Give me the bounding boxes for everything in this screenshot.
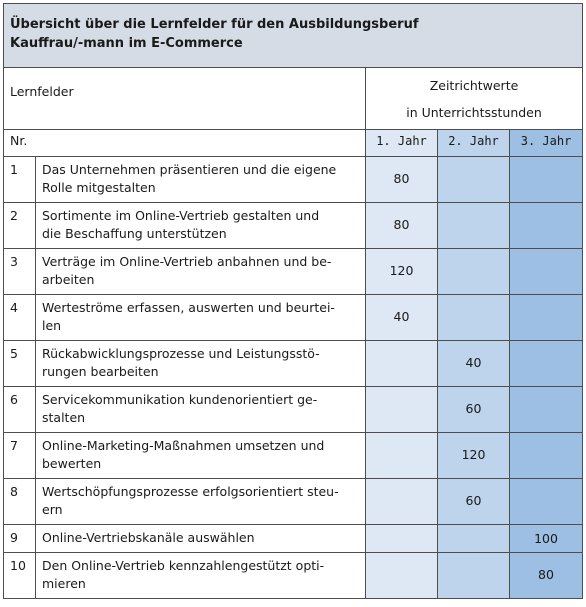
year-3-hours [510, 479, 583, 525]
lernfeld-name-line-1: Rückabwicklungsprozesse und Leistungsstö- [42, 346, 320, 361]
lernfeld-number: 9 [4, 525, 36, 553]
lernfeld-name-line-1: Werteströme erfassen, auswerten und beurtei- [42, 300, 335, 315]
table-title [4, 4, 583, 68]
lernfeld-name [36, 387, 366, 433]
table-row [4, 387, 583, 433]
lernfeld-name [36, 341, 366, 387]
year-2-hours [438, 525, 510, 553]
year-3-header: 3. Jahr [510, 130, 583, 157]
lernfeld-name-line-2: stalten [42, 410, 86, 425]
year-1-hours [366, 341, 438, 387]
lernfeld-name-line-2: ern [42, 502, 63, 517]
year-2-hours: 60 [438, 479, 510, 525]
lernfeld-number: 8 [4, 479, 36, 525]
year-1-hours: 80 [366, 157, 438, 203]
year-3-hours [510, 203, 583, 249]
lernfeld-name [36, 203, 366, 249]
lernfeld-name-line-1: Verträge im Online-Vertrieb anbahnen und be- [42, 254, 332, 269]
lernfeld-name [36, 295, 366, 341]
year-3-hours [510, 341, 583, 387]
year-1-hours: 40 [366, 295, 438, 341]
lernfeld-name-line-2: mieren [42, 576, 86, 591]
lernfeld-name [36, 553, 366, 599]
lernfeld-name-line-2: rungen bearbeiten [42, 364, 159, 379]
lernfeld-name-line-1: Den Online-Vertrieb kennzahlengestützt opti- [42, 558, 325, 573]
lernfeld-number: 10 [4, 553, 36, 599]
lernfeld-name-line-1: Online-Vertriebskanäle auswählen [42, 530, 255, 545]
nr-header: Nr. [4, 130, 366, 157]
year-2-hours: 60 [438, 387, 510, 433]
year-3-hours [510, 295, 583, 341]
lernfeld-number: 1 [4, 157, 36, 203]
lernfeld-name-line-1: Sortimente im Online-Vertrieb gestalten und [42, 208, 320, 223]
table-row [4, 433, 583, 479]
year-3-hours [510, 157, 583, 203]
year-1-hours [366, 387, 438, 433]
lernfelder-table [3, 3, 583, 599]
lernfeld-name [36, 157, 366, 203]
lernfeld-name-line-2: arbeiten [42, 272, 95, 287]
year-2-hours [438, 203, 510, 249]
zeitrichtwerte-line-1: Zeitrichtwerte [429, 78, 519, 93]
year-2-hours: 40 [438, 341, 510, 387]
lernfeld-number: 2 [4, 203, 36, 249]
lernfeld-name-line-2: Rolle mitgestalten [42, 180, 156, 195]
year-3-hours [510, 249, 583, 295]
lernfelder-header: Lernfelder [4, 68, 366, 130]
table-row [4, 157, 583, 203]
lernfeld-number: 7 [4, 433, 36, 479]
table-row [4, 295, 583, 341]
year-2-hours: 120 [438, 433, 510, 479]
year-1-hours [366, 479, 438, 525]
lernfeld-number: 6 [4, 387, 36, 433]
lernfeld-number: 3 [4, 249, 36, 295]
lernfeld-number: 5 [4, 341, 36, 387]
lernfeld-name-line-1: Wertschöpfungsprozesse erfolgsorientiert steu- [42, 484, 339, 499]
lernfeld-name-line-2: len [42, 318, 62, 333]
table-row [4, 249, 583, 295]
year-2-header: 2. Jahr [438, 130, 510, 157]
lernfeld-name-line-1: Online-Marketing-Maßnahmen umsetzen und [42, 438, 325, 453]
table-row [4, 479, 583, 525]
year-3-hours: 80 [510, 553, 583, 599]
year-1-hours [366, 525, 438, 553]
lernfeld-name [36, 249, 366, 295]
year-2-hours [438, 295, 510, 341]
lernfelder-rows [4, 157, 583, 599]
year-3-hours: 100 [510, 525, 583, 553]
year-1-hours [366, 433, 438, 479]
year-2-hours [438, 249, 510, 295]
lernfeld-name [36, 433, 366, 479]
year-2-hours [438, 553, 510, 599]
year-1-hours: 120 [366, 249, 438, 295]
table-row [4, 553, 583, 599]
lernfeld-name [36, 479, 366, 525]
zeitrichtwerte-header [366, 68, 583, 130]
table-row [4, 341, 583, 387]
lernfeld-name [36, 525, 366, 553]
year-1-header: 1. Jahr [366, 130, 438, 157]
table-row [4, 525, 583, 553]
year-3-hours [510, 387, 583, 433]
lernfeld-name-line-1: Das Unternehmen präsentieren und die eigene [42, 162, 337, 177]
lernfeld-name-line-2: bewerten [42, 456, 102, 471]
title-line-2: Kauffrau/-mann im E-Commerce [10, 36, 243, 51]
title-line-1: Übersicht über die Lernfelder für den Ausbildungsberuf [10, 17, 419, 32]
lernfeld-number: 4 [4, 295, 36, 341]
lernfeld-name-line-2: die Beschaffung unterstützen [42, 226, 227, 241]
year-3-hours [510, 433, 583, 479]
table-row [4, 203, 583, 249]
lernfeld-name-line-1: Servicekommunikation kundenorientiert ge- [42, 392, 318, 407]
year-1-hours: 80 [366, 203, 438, 249]
year-2-hours [438, 157, 510, 203]
zeitrichtwerte-line-2: in Unterrichtsstunden [406, 105, 542, 120]
year-1-hours [366, 553, 438, 599]
